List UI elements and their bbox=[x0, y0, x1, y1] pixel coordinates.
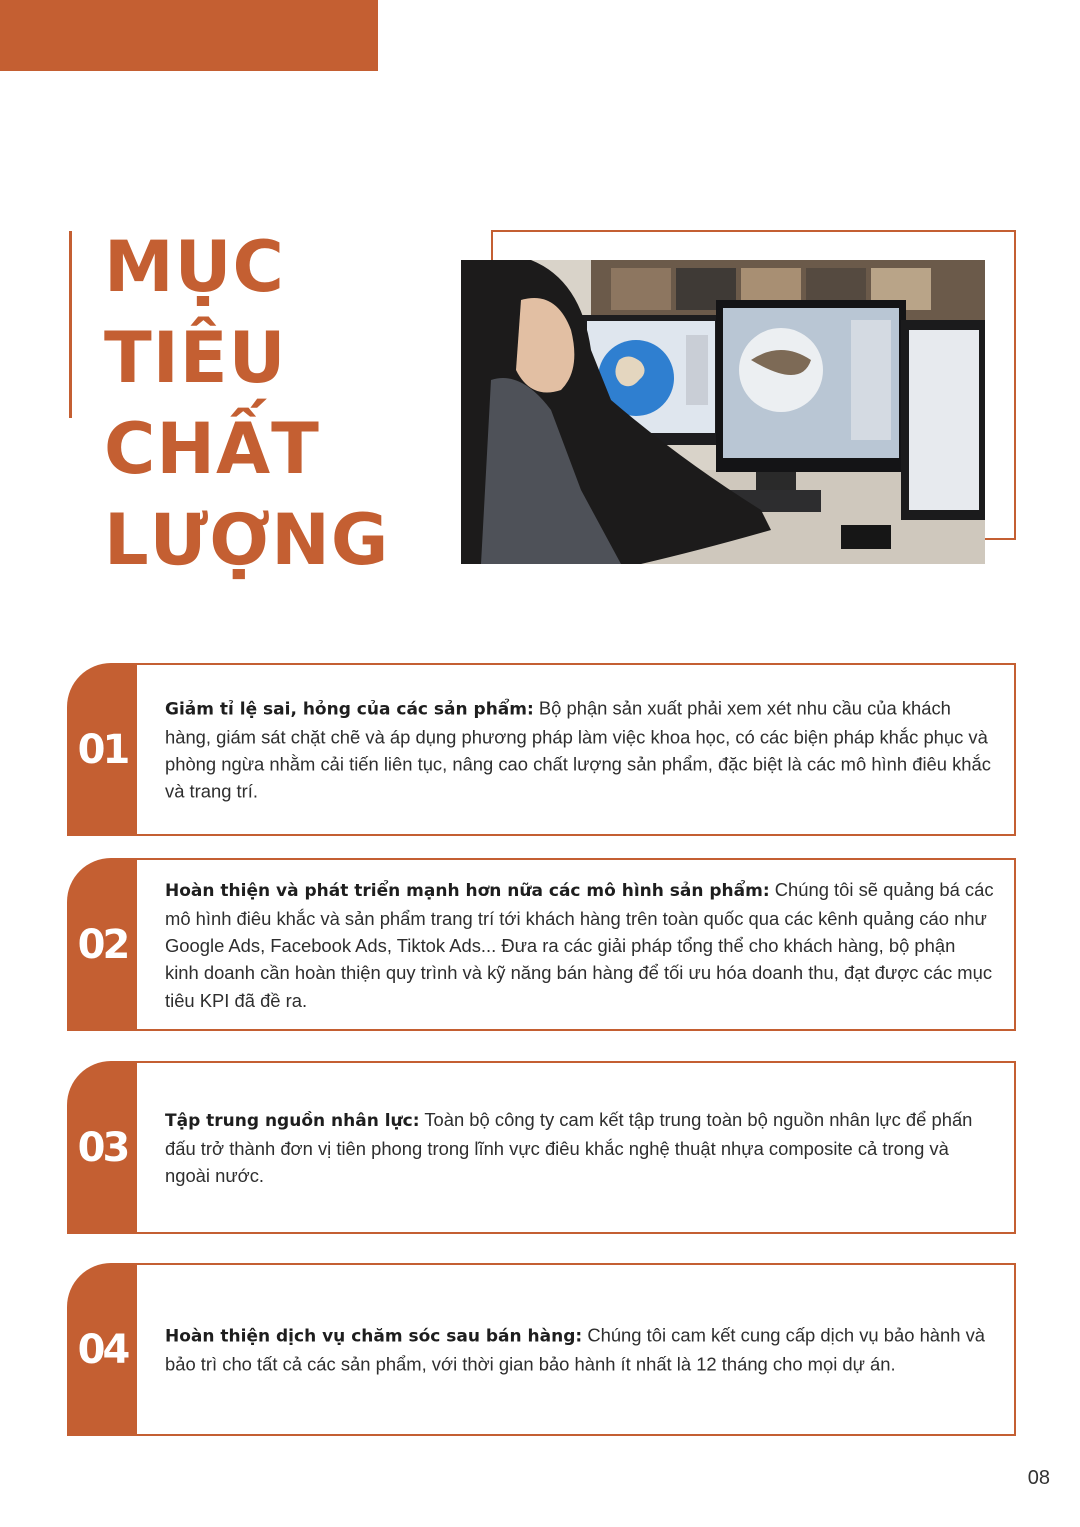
objective-body: Chúng tôi cam kết cung cấp dịch vụ bảo hành và bảo trì cho tất cả các sản phẩm, với thời gian bảo hành ít nhất là 12 tháng cho mọi dự án. bbox=[165, 1324, 986, 1375]
objective-text bbox=[165, 875, 994, 1013]
objective-card-2 bbox=[67, 858, 1016, 1031]
objective-text bbox=[165, 694, 994, 805]
title-line-1: MỤC bbox=[104, 226, 285, 308]
objective-number: 03 bbox=[77, 1124, 128, 1171]
objective-heading: Tập trung nguồn nhân lực: bbox=[165, 1110, 420, 1131]
objective-heading: Hoàn thiện dịch vụ chăm sóc sau bán hàng: bbox=[165, 1326, 583, 1347]
objective-text bbox=[165, 1321, 994, 1378]
objective-text bbox=[165, 1106, 994, 1190]
objective-body: Chúng tôi sẽ quảng bá các mô hình điêu khắc và sản phẩm trang trí tới khách hàng trên toàn quốc qua các kênh quảng cáo như Google Ads, Facebook Ads, Tiktok Ads... Đưa ra các giải pháp tổng thể cho khách hàng, bộ phận kinh doanh cần hoàn thiện quy trình và kỹ năng bán hàng để tối ưu hóa doanh thu, đạt được các mục tiêu KPI đã đề ra. bbox=[165, 878, 994, 1011]
objective-card-1 bbox=[67, 663, 1016, 836]
title-line-2: TIÊU bbox=[104, 317, 287, 399]
title-line-3: CHẤT bbox=[104, 408, 320, 490]
page-number: 08 bbox=[1027, 1467, 1050, 1489]
title-line-4: LƯỢNG bbox=[104, 499, 390, 581]
objective-card-3 bbox=[67, 1061, 1016, 1234]
office-photo-illustration bbox=[461, 260, 985, 564]
objective-heading: Giảm tỉ lệ sai, hỏng của các sản phẩm: bbox=[165, 698, 534, 719]
title-accent-rule bbox=[69, 231, 72, 418]
objective-number: 04 bbox=[77, 1326, 128, 1373]
office-photo bbox=[461, 260, 985, 564]
page-title bbox=[104, 222, 389, 586]
objective-number: 01 bbox=[77, 726, 128, 773]
objective-number: 02 bbox=[77, 921, 128, 968]
objective-body: Bộ phận sản xuất phải xem xét nhu cầu của khách hàng, giám sát chặt chẽ và áp dụng phương pháp làm việc khoa học, có các biện pháp khắc phục và phòng ngừa nhằm cải tiến liên tục, nâng cao chất lượng sản phẩm, đặc biệt là các mô hình điêu khắc và trang trí. bbox=[165, 696, 991, 802]
objective-heading: Hoàn thiện và phát triển mạnh hơn nữa các mô hình sản phẩm: bbox=[165, 880, 770, 901]
header-accent-bar bbox=[0, 0, 378, 71]
objective-body: Toàn bộ công ty cam kết tập trung toàn bộ nguồn nhân lực để phấn đấu trở thành đơn vị tiên phong trong lĩnh vực điêu khắc nghệ thuật nhựa composite cả trong và ngoài nước. bbox=[165, 1108, 973, 1187]
objective-card-4 bbox=[67, 1263, 1016, 1436]
